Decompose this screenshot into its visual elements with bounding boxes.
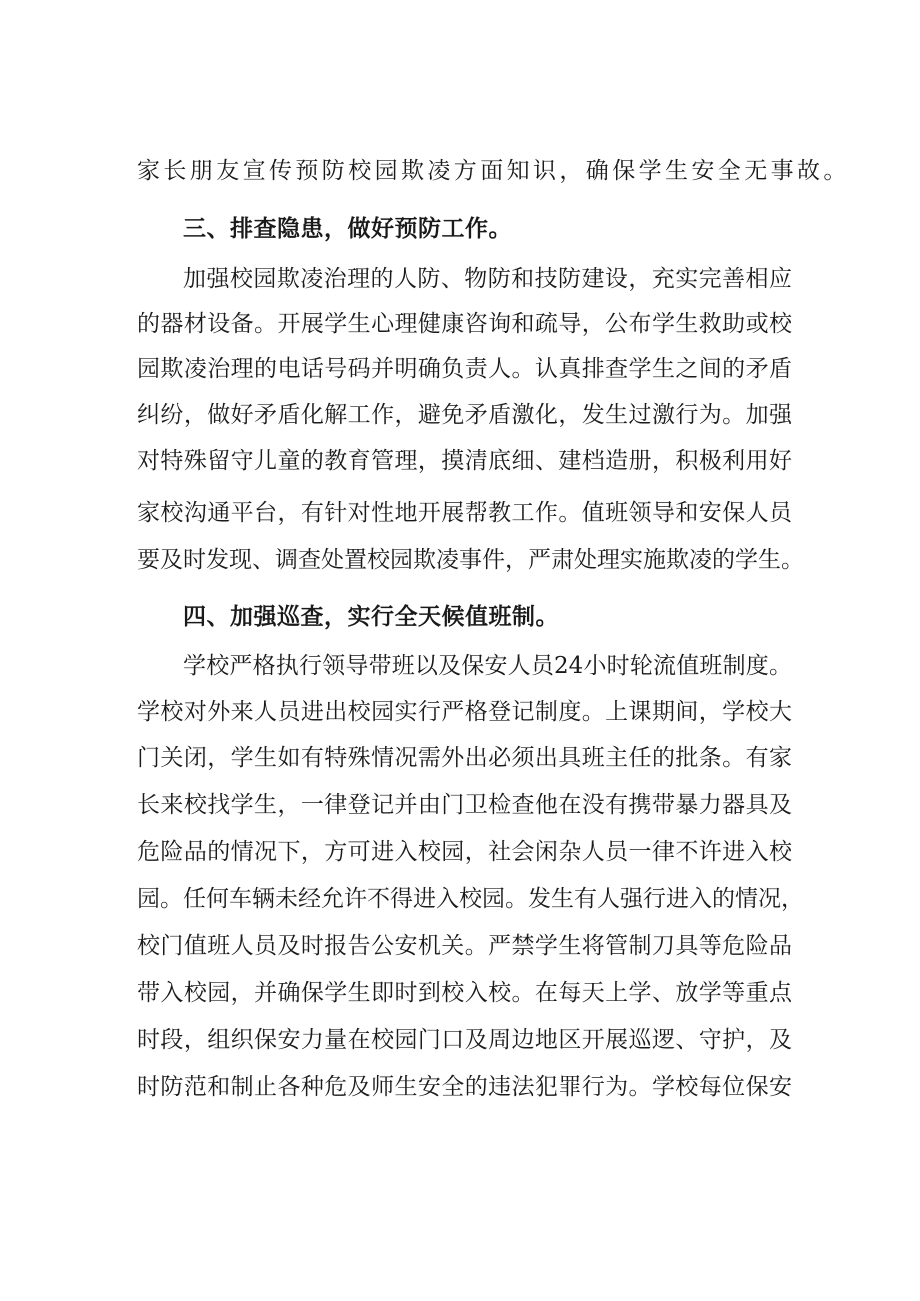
paragraph-line: 园欺凌治理的电话号码并明确负责人。认真排查学生之间的矛盾 (137, 356, 792, 382)
paragraph-line: 带入校园，并确保学生即时到校入校。在每天上学、放学等重点 (137, 980, 792, 1006)
paragraph-line: 园。任何车辆未经允许不得进入校园。发生有人强行进入的情况， (137, 886, 804, 912)
section-heading-3: 三、排查隐患，做好预防工作。 (183, 216, 512, 242)
paragraph-line: 的器材设备。开展学生心理健康咨询和疏导，公布学生救助或校 (137, 311, 792, 337)
paragraph-line: 危险品的情况下，方可进入校园，社会闲杂人员一律不许进入校 (137, 839, 792, 865)
paragraph-line: 学校对外来人员进出校园实行严格登记制度。上课期间，学校大 (137, 699, 792, 725)
paragraph-line: 门关闭，学生如有特殊情况需外出必须出具班主任的批条。有家 (137, 745, 792, 771)
paragraph-line: 要及时发现、调查处置校园欺凌事件，严肃处理实施欺凌的学生。 (137, 547, 804, 573)
paragraph-line: 家校沟通平台，有针对性地开展帮教工作。值班领导和安保人员 (137, 500, 792, 526)
paragraph-line: 长来校找学生，一律登记并由门卫检查他在没有携带暴力器具及 (137, 792, 792, 818)
paragraph-line: 家长朋友宣传预防校园欺凌方面知识，确保学生安全无事故。 (137, 158, 850, 184)
paragraph-line: 学校严格执行领导带班以及保安人员24小时轮流值班制度。 (183, 653, 792, 679)
paragraph-line: 纠纷，做好矛盾化解工作，避免矛盾激化，发生过激行为。加强 (137, 402, 792, 428)
paragraph-line: 时段，组织保安力量在校园门口及周边地区开展巡逻、守护，及 (137, 1027, 792, 1053)
paragraph-line: 校门值班人员及时报告公安机关。严禁学生将管制刀具等危险品 (137, 933, 792, 959)
paragraph-line: 加强校园欺凌治理的人防、物防和技防建设，充实完善相应 (183, 266, 792, 292)
paragraph-line: 时防范和制止各种危及师生安全的违法犯罪行为。学校每位保安 (137, 1074, 792, 1100)
section-heading-4: 四、加强巡查，实行全天候值班制。 (183, 604, 559, 630)
paragraph-line: 对特殊留守儿童的教育管理，摸清底细、建档造册，积极利用好 (137, 448, 792, 474)
